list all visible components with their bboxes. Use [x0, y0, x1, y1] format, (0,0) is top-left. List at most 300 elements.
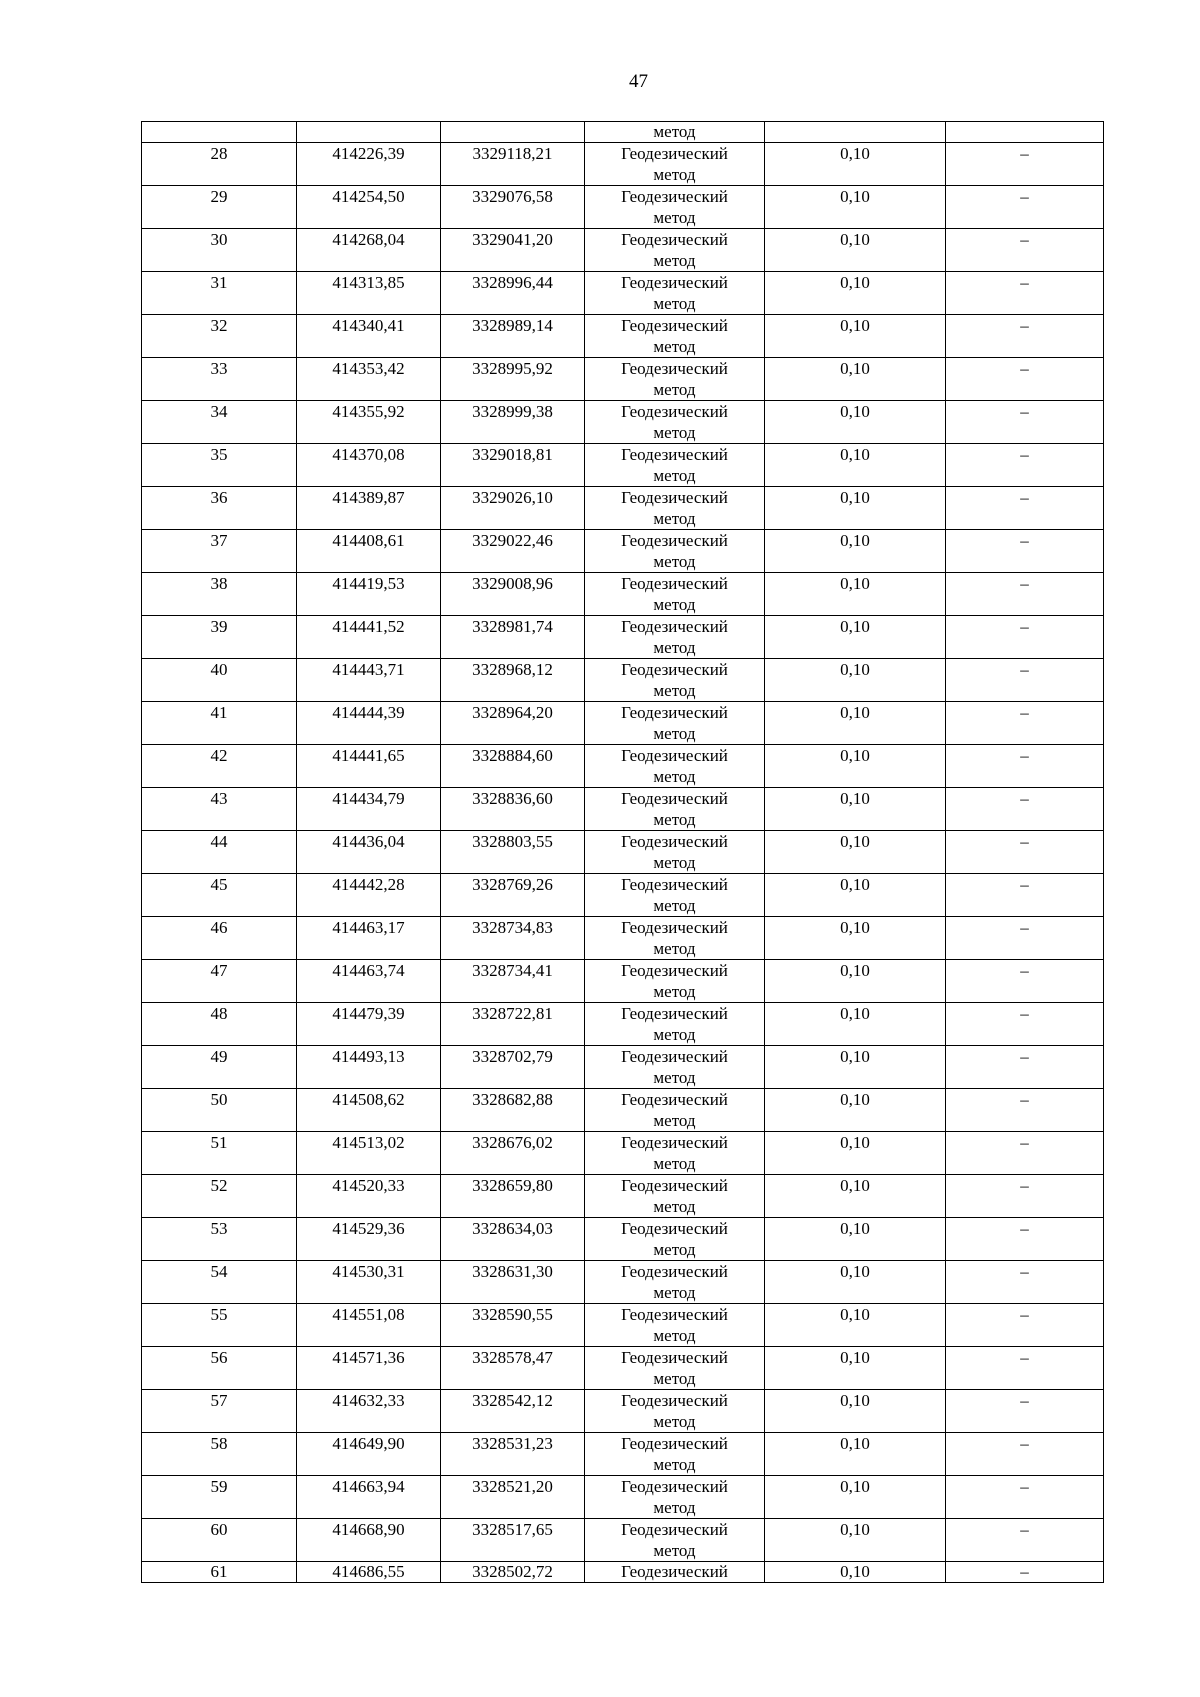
cell-method — [585, 1433, 765, 1476]
method-line-1: Геодезический — [621, 918, 728, 937]
cell-note: – — [946, 1003, 1104, 1046]
cell-point-number: 45 — [142, 874, 297, 917]
method-line-1: Геодезический — [621, 273, 728, 292]
table-row — [142, 315, 1104, 358]
cell-method — [585, 315, 765, 358]
cell-x: 414571,36 — [297, 1347, 441, 1390]
cell-method — [585, 1476, 765, 1519]
cell-method — [585, 1304, 765, 1347]
cell-note: – — [946, 702, 1104, 745]
cell-x: 414355,92 — [297, 401, 441, 444]
table-row — [142, 1390, 1104, 1433]
table-row-continuation — [142, 122, 1104, 143]
cell-method — [585, 143, 765, 186]
cell-accuracy: 0,10 — [765, 1132, 946, 1175]
cell-y: 3329008,96 — [441, 573, 585, 616]
cell-y: 3328631,30 — [441, 1261, 585, 1304]
cell-point-number: 29 — [142, 186, 297, 229]
cell-x: 414370,08 — [297, 444, 441, 487]
cell-y: 3328989,14 — [441, 315, 585, 358]
cell-note: – — [946, 401, 1104, 444]
table-row — [142, 917, 1104, 960]
cell-y: 3328996,44 — [441, 272, 585, 315]
cell-accuracy: 0,10 — [765, 143, 946, 186]
cell-y: 3328722,81 — [441, 1003, 585, 1046]
cell-note: – — [946, 917, 1104, 960]
table-row — [142, 874, 1104, 917]
cell-accuracy: 0,10 — [765, 960, 946, 1003]
cell-note: – — [946, 272, 1104, 315]
cell-y: 3328981,74 — [441, 616, 585, 659]
method-line-1: Геодезический — [621, 531, 728, 550]
table-row — [142, 358, 1104, 401]
cell-x: 414529,36 — [297, 1218, 441, 1261]
cell-point-number: 43 — [142, 788, 297, 831]
cell-method — [585, 702, 765, 745]
method-line-1: Геодезический — [621, 1520, 728, 1539]
cell-point-number: 55 — [142, 1304, 297, 1347]
method-line-2: метод — [653, 896, 696, 915]
cell-x: 414434,79 — [297, 788, 441, 831]
cell-y: 3328702,79 — [441, 1046, 585, 1089]
cell-point-number — [142, 122, 297, 143]
cell-x: 414551,08 — [297, 1304, 441, 1347]
cell-x: 414508,62 — [297, 1089, 441, 1132]
cell-note: – — [946, 1218, 1104, 1261]
method-line-1: Геодезический — [621, 1047, 728, 1066]
page-number: 47 — [629, 71, 648, 92]
cell-point-number: 31 — [142, 272, 297, 315]
cell-note: – — [946, 315, 1104, 358]
cell-y: 3328769,26 — [441, 874, 585, 917]
cell-accuracy: 0,10 — [765, 788, 946, 831]
cell-accuracy: 0,10 — [765, 1046, 946, 1089]
method-line-1: Геодезический — [621, 230, 728, 249]
cell-y: 3328734,83 — [441, 917, 585, 960]
cell-accuracy: 0,10 — [765, 573, 946, 616]
method-line-1: Геодезический — [621, 789, 728, 808]
method-line-1: Геодезический — [621, 961, 728, 980]
method-line-1: Геодезический — [621, 703, 728, 722]
method-line-1: Геодезический — [621, 316, 728, 335]
cell-point-number: 54 — [142, 1261, 297, 1304]
cell-y: 3328542,12 — [441, 1390, 585, 1433]
cell-y: 3329018,81 — [441, 444, 585, 487]
cell-x: 414530,31 — [297, 1261, 441, 1304]
cell-method — [585, 1347, 765, 1390]
cell-point-number: 50 — [142, 1089, 297, 1132]
cell-point-number: 53 — [142, 1218, 297, 1261]
cell-accuracy: 0,10 — [765, 1390, 946, 1433]
method-line-2: метод — [653, 509, 696, 528]
coordinates-table-body — [142, 122, 1104, 1583]
cell-point-number: 42 — [142, 745, 297, 788]
cell-x: 414443,71 — [297, 659, 441, 702]
method-line-1: Геодезический — [621, 1133, 728, 1152]
cell-point-number: 39 — [142, 616, 297, 659]
cell-method — [585, 573, 765, 616]
cell-point-number: 60 — [142, 1519, 297, 1562]
cell-accuracy: 0,10 — [765, 659, 946, 702]
cell-x: 414442,28 — [297, 874, 441, 917]
cell-x: 414441,65 — [297, 745, 441, 788]
method-line-2: метод — [653, 767, 696, 786]
method-line-2: метод — [653, 466, 696, 485]
cell-note: – — [946, 487, 1104, 530]
cell-point-number: 32 — [142, 315, 297, 358]
cell-point-number: 40 — [142, 659, 297, 702]
method-line-1: Геодезический — [621, 144, 728, 163]
cell-note: – — [946, 960, 1104, 1003]
cell-accuracy: 0,10 — [765, 1089, 946, 1132]
method-line-1: Геодезический — [621, 746, 728, 765]
table-row — [142, 487, 1104, 530]
cell-note: – — [946, 186, 1104, 229]
method-line-1: Геодезический — [621, 574, 728, 593]
cell-method — [585, 917, 765, 960]
cell-note: – — [946, 1347, 1104, 1390]
cell-note: – — [946, 143, 1104, 186]
method-line-2: метод — [653, 337, 696, 356]
cell-x: 414444,39 — [297, 702, 441, 745]
method-line-2: метод — [653, 1240, 696, 1259]
method-line-2: метод — [653, 1154, 696, 1173]
cell-point-number: 33 — [142, 358, 297, 401]
method-line-1: Геодезический — [621, 660, 728, 679]
cell-point-number: 57 — [142, 1390, 297, 1433]
cell-y: 3329118,21 — [441, 143, 585, 186]
method-line-2: метод — [653, 208, 696, 227]
method-line-2: метод — [653, 380, 696, 399]
method-line-1: Геодезический — [621, 832, 728, 851]
method-line-1: Геодезический — [621, 1090, 728, 1109]
cell-accuracy: 0,10 — [765, 1218, 946, 1261]
cell-method — [585, 616, 765, 659]
cell-x: 414268,04 — [297, 229, 441, 272]
cell-y — [441, 122, 585, 143]
method-line-1: Геодезический — [621, 445, 728, 464]
cell-method — [585, 1046, 765, 1089]
cell-x: 414436,04 — [297, 831, 441, 874]
method-line-1: Геодезический — [621, 488, 728, 507]
cell-point-number: 35 — [142, 444, 297, 487]
table-row — [142, 1562, 1104, 1583]
cell-note: – — [946, 1175, 1104, 1218]
cell-x: 414686,55 — [297, 1562, 441, 1583]
table-row — [142, 616, 1104, 659]
table-row — [142, 143, 1104, 186]
cell-x: 414632,33 — [297, 1390, 441, 1433]
cell-point-number: 48 — [142, 1003, 297, 1046]
table-row — [142, 573, 1104, 616]
cell-method — [585, 1390, 765, 1433]
cell-note: – — [946, 1476, 1104, 1519]
method-line-2: метод — [653, 1412, 696, 1431]
cell-y: 3328578,47 — [441, 1347, 585, 1390]
cell-accuracy: 0,10 — [765, 1175, 946, 1218]
cell-y: 3328734,41 — [441, 960, 585, 1003]
table-row — [142, 229, 1104, 272]
cell-x: 414254,50 — [297, 186, 441, 229]
cell-x — [297, 122, 441, 143]
cell-method — [585, 272, 765, 315]
cell-accuracy: 0,10 — [765, 186, 946, 229]
cell-accuracy: 0,10 — [765, 702, 946, 745]
method-line-2: метод — [653, 294, 696, 313]
cell-accuracy: 0,10 — [765, 1476, 946, 1519]
method-line-2: метод — [653, 724, 696, 743]
table-row — [142, 1304, 1104, 1347]
cell-y: 3329076,58 — [441, 186, 585, 229]
cell-point-number: 44 — [142, 831, 297, 874]
cell-accuracy: 0,10 — [765, 315, 946, 358]
table-row — [142, 272, 1104, 315]
method-line-2: метод — [653, 1455, 696, 1474]
cell-accuracy: 0,10 — [765, 444, 946, 487]
method-line-2: метод — [653, 423, 696, 442]
cell-x: 414408,61 — [297, 530, 441, 573]
cell-note: – — [946, 1519, 1104, 1562]
cell-note: – — [946, 444, 1104, 487]
cell-point-number: 37 — [142, 530, 297, 573]
cell-accuracy: 0,10 — [765, 530, 946, 573]
table-row — [142, 186, 1104, 229]
method-line-2: метод — [653, 1283, 696, 1302]
cell-method — [585, 401, 765, 444]
cell-y: 3328968,12 — [441, 659, 585, 702]
method-line-1: Геодезический — [621, 1004, 728, 1023]
cell-x: 414463,74 — [297, 960, 441, 1003]
table-row — [142, 1476, 1104, 1519]
cell-note: – — [946, 573, 1104, 616]
method-line-2: метод — [653, 982, 696, 1001]
cell-point-number: 36 — [142, 487, 297, 530]
cell-y: 3328995,92 — [441, 358, 585, 401]
cell-note: – — [946, 745, 1104, 788]
method-line-1: Геодезический — [621, 402, 728, 421]
cell-note: – — [946, 874, 1104, 917]
cell-note: – — [946, 831, 1104, 874]
cell-point-number: 58 — [142, 1433, 297, 1476]
method-line-1: Геодезический — [621, 875, 728, 894]
method-line-2: метод — [653, 1326, 696, 1345]
cell-method: метод — [585, 122, 765, 143]
cell-method — [585, 1089, 765, 1132]
cell-y: 3329022,46 — [441, 530, 585, 573]
cell-x: 414663,94 — [297, 1476, 441, 1519]
cell-method — [585, 831, 765, 874]
cell-point-number: 34 — [142, 401, 297, 444]
method-line-2: метод — [653, 939, 696, 958]
method-line-2: метод — [653, 1025, 696, 1044]
cell-method — [585, 530, 765, 573]
cell-y: 3329041,20 — [441, 229, 585, 272]
cell-note: – — [946, 1261, 1104, 1304]
cell-point-number: 30 — [142, 229, 297, 272]
cell-method — [585, 1132, 765, 1175]
cell-accuracy: 0,10 — [765, 1347, 946, 1390]
cell-y: 3328999,38 — [441, 401, 585, 444]
cell-x: 414441,52 — [297, 616, 441, 659]
cell-accuracy: 0,10 — [765, 229, 946, 272]
cell-point-number: 46 — [142, 917, 297, 960]
cell-method — [585, 1562, 765, 1583]
method-line-2: метод — [653, 1369, 696, 1388]
cell-accuracy: 0,10 — [765, 1304, 946, 1347]
method-line-1: Геодезический — [621, 1262, 728, 1281]
method-line-1: Геодезический — [621, 1562, 728, 1581]
cell-accuracy: 0,10 — [765, 616, 946, 659]
table-row — [142, 745, 1104, 788]
cell-method — [585, 1003, 765, 1046]
method-line-1: Геодезический — [621, 1391, 728, 1410]
cell-x: 414463,17 — [297, 917, 441, 960]
method-line-2: метод — [653, 595, 696, 614]
cell-accuracy: 0,10 — [765, 401, 946, 444]
cell-accuracy: 0,10 — [765, 272, 946, 315]
cell-note: – — [946, 530, 1104, 573]
cell-y: 3329026,10 — [441, 487, 585, 530]
cell-point-number: 49 — [142, 1046, 297, 1089]
cell-x: 414668,90 — [297, 1519, 441, 1562]
cell-accuracy — [765, 122, 946, 143]
cell-point-number: 52 — [142, 1175, 297, 1218]
cell-method — [585, 487, 765, 530]
table-row — [142, 1218, 1104, 1261]
cell-note: – — [946, 1433, 1104, 1476]
method-line-1: Геодезический — [621, 1434, 728, 1453]
table-row — [142, 1046, 1104, 1089]
cell-x: 414419,53 — [297, 573, 441, 616]
cell-accuracy: 0,10 — [765, 1519, 946, 1562]
cell-method — [585, 788, 765, 831]
method-line-2: метод — [653, 810, 696, 829]
cell-y: 3328521,20 — [441, 1476, 585, 1519]
cell-method — [585, 960, 765, 1003]
cell-note: – — [946, 1304, 1104, 1347]
cell-point-number: 38 — [142, 573, 297, 616]
table-row — [142, 1433, 1104, 1476]
cell-note: – — [946, 1562, 1104, 1583]
coordinates-table — [141, 121, 1104, 1583]
table-row — [142, 960, 1104, 1003]
cell-x: 414513,02 — [297, 1132, 441, 1175]
table-row — [142, 1261, 1104, 1304]
method-line-2: метод — [653, 1498, 696, 1517]
cell-method — [585, 1261, 765, 1304]
method-line-2: метод — [653, 681, 696, 700]
table-row — [142, 1347, 1104, 1390]
method-line-2: метод — [653, 638, 696, 657]
cell-y: 3328517,65 — [441, 1519, 585, 1562]
method-line-2: метод — [653, 251, 696, 270]
cell-accuracy: 0,10 — [765, 1003, 946, 1046]
table-row — [142, 659, 1104, 702]
method-line-2: метод — [653, 1541, 696, 1560]
cell-method — [585, 186, 765, 229]
cell-method — [585, 1519, 765, 1562]
cell-accuracy: 0,10 — [765, 917, 946, 960]
table-row — [142, 1175, 1104, 1218]
cell-note: – — [946, 659, 1104, 702]
cell-y: 3328803,55 — [441, 831, 585, 874]
table-row — [142, 831, 1104, 874]
cell-method — [585, 745, 765, 788]
cell-y: 3328659,80 — [441, 1175, 585, 1218]
cell-x: 414493,13 — [297, 1046, 441, 1089]
cell-y: 3328676,02 — [441, 1132, 585, 1175]
cell-y: 3328682,88 — [441, 1089, 585, 1132]
cell-accuracy: 0,10 — [765, 1562, 946, 1583]
cell-point-number: 28 — [142, 143, 297, 186]
cell-x: 414520,33 — [297, 1175, 441, 1218]
cell-accuracy: 0,10 — [765, 745, 946, 788]
cell-point-number: 56 — [142, 1347, 297, 1390]
cell-method — [585, 358, 765, 401]
method-line-1: Геодезический — [621, 1176, 728, 1195]
cell-method — [585, 874, 765, 917]
cell-y: 3328836,60 — [441, 788, 585, 831]
cell-point-number: 41 — [142, 702, 297, 745]
cell-x: 414353,42 — [297, 358, 441, 401]
cell-accuracy: 0,10 — [765, 874, 946, 917]
table-row — [142, 1519, 1104, 1562]
method-line-2: метод — [653, 853, 696, 872]
table-row — [142, 788, 1104, 831]
cell-x: 414479,39 — [297, 1003, 441, 1046]
table-row — [142, 530, 1104, 573]
cell-note: – — [946, 1046, 1104, 1089]
table-row — [142, 1132, 1104, 1175]
cell-y: 3328531,23 — [441, 1433, 585, 1476]
cell-accuracy: 0,10 — [765, 831, 946, 874]
cell-note: – — [946, 616, 1104, 659]
cell-point-number: 51 — [142, 1132, 297, 1175]
cell-x: 414389,87 — [297, 487, 441, 530]
method-line-1: Геодезический — [621, 1477, 728, 1496]
cell-x: 414226,39 — [297, 143, 441, 186]
cell-x: 414313,85 — [297, 272, 441, 315]
cell-method — [585, 1175, 765, 1218]
cell-y: 3328884,60 — [441, 745, 585, 788]
cell-x: 414649,90 — [297, 1433, 441, 1476]
cell-point-number: 47 — [142, 960, 297, 1003]
table-row — [142, 1003, 1104, 1046]
cell-note — [946, 122, 1104, 143]
cell-y: 3328634,03 — [441, 1218, 585, 1261]
table-row — [142, 1089, 1104, 1132]
cell-note: – — [946, 1390, 1104, 1433]
cell-method — [585, 229, 765, 272]
method-line-1: Геодезический — [621, 1305, 728, 1324]
method-line-1: Геодезический — [621, 187, 728, 206]
method-line-1: Геодезический — [621, 1348, 728, 1367]
table-row — [142, 444, 1104, 487]
cell-accuracy: 0,10 — [765, 1261, 946, 1304]
cell-method — [585, 1218, 765, 1261]
cell-y: 3328502,72 — [441, 1562, 585, 1583]
table-row — [142, 401, 1104, 444]
cell-note: – — [946, 1132, 1104, 1175]
cell-note: – — [946, 358, 1104, 401]
cell-point-number: 59 — [142, 1476, 297, 1519]
cell-accuracy: 0,10 — [765, 1433, 946, 1476]
cell-accuracy: 0,10 — [765, 487, 946, 530]
cell-y: 3328590,55 — [441, 1304, 585, 1347]
cell-method — [585, 659, 765, 702]
method-line-2: метод — [653, 1197, 696, 1216]
method-line-2: метод — [653, 165, 696, 184]
